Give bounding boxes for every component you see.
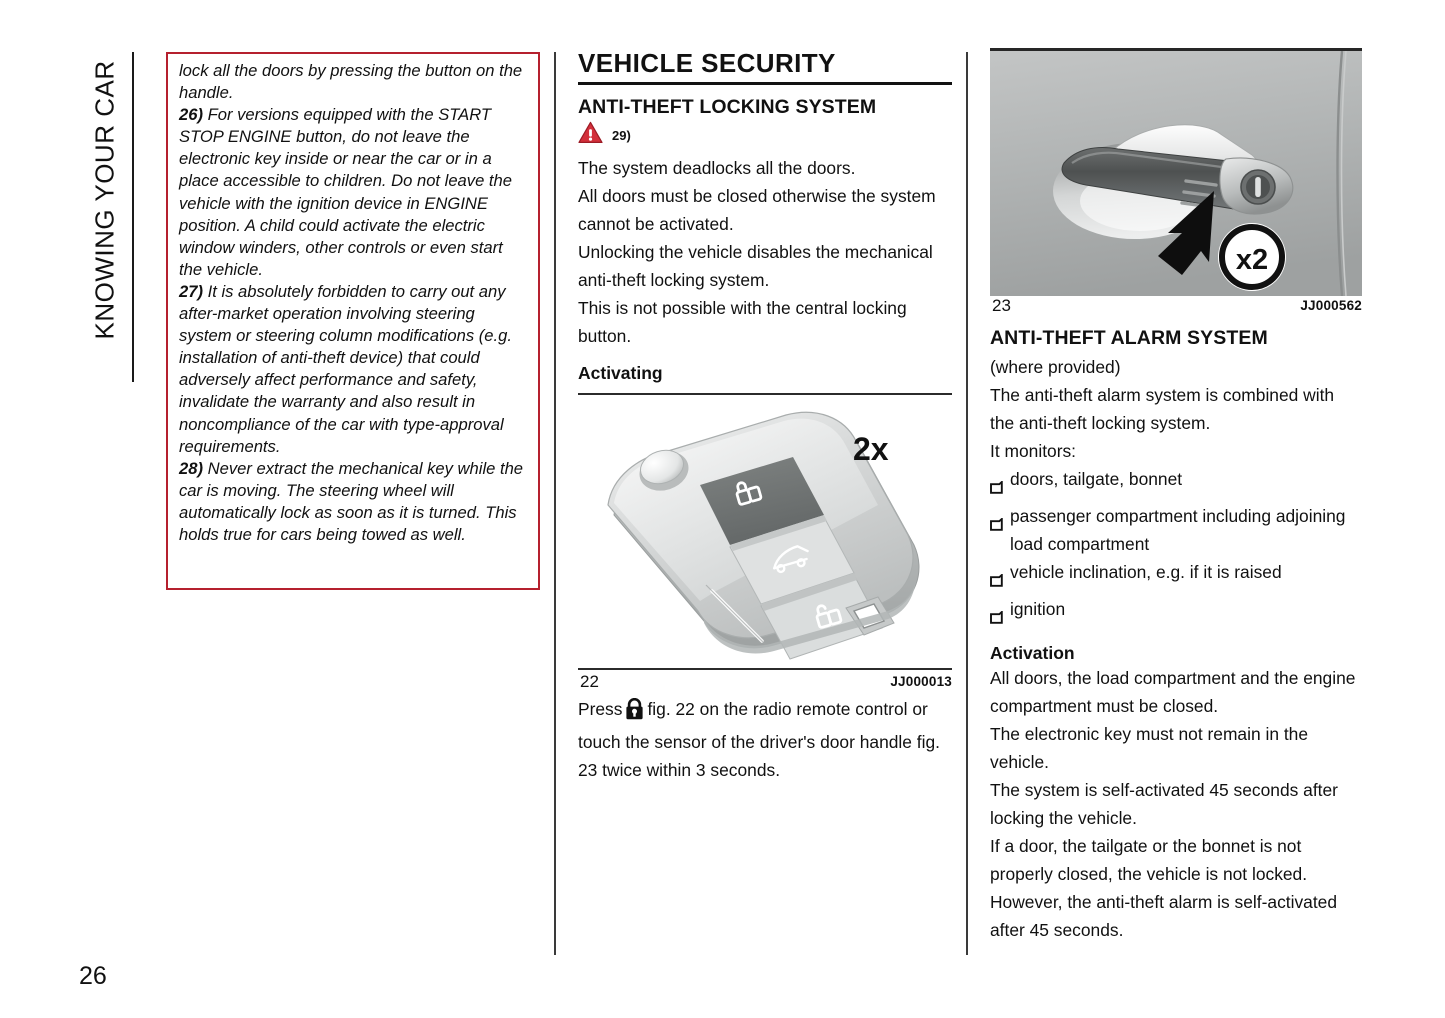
column-divider-left [554, 52, 556, 955]
figure-code: JJ000013 [890, 674, 952, 689]
figure-caption-23 [990, 296, 1362, 318]
monitored-items-list [990, 465, 1362, 632]
alarm-intro-1: It monitors: [990, 441, 1077, 461]
subsection-heading-activating: Activating [578, 363, 663, 383]
warning-reference-number: 29) [612, 127, 631, 143]
list-item-label: vehicle inclination, e.g. if it is raised [1010, 562, 1282, 582]
activation-paragraph-2: The system is self-activated 45 seconds after locking the vehicle. [990, 780, 1338, 828]
body-paragraph-1: All doors must be closed otherwise the system cannot be activated. [578, 186, 936, 234]
press-instruction-before: Press [578, 699, 623, 719]
warning-paragraph-3: 28) Never extract the mechanical key while the car is moving. The steering wheel will automatically lock as soon as it is turned. This holds true for cars being towed as well. [179, 458, 524, 544]
figure-key-fob [578, 393, 952, 694]
alarm-intro-0: The anti-theft alarm system is combined with the anti-theft locking system. [990, 385, 1335, 433]
warning-triangle-icon [578, 121, 603, 149]
list-item-label: ignition [1010, 599, 1066, 619]
figure-multiplier-label-2x: 2x [853, 431, 889, 467]
figure-caption-22 [578, 672, 952, 694]
figure-badge-x2 [1218, 223, 1286, 291]
body-paragraph-3: This is not possible with the central locking button. [578, 298, 907, 346]
warning-reference-line [578, 122, 952, 148]
figure-key-fob-image [578, 395, 952, 668]
right-column [990, 48, 1362, 944]
warning-marker-27: 27) [179, 281, 203, 301]
square-bullet-icon [990, 604, 1003, 632]
list-item [990, 558, 1362, 595]
figure-rule-bottom [578, 668, 952, 670]
column-divider-right [966, 52, 968, 955]
warning-marker-26: 26) [179, 105, 203, 125]
warning-paragraph-1: 26) For versions equipped with the START STOP ENGINE button, do not leave the electronic key inside or near the car or in a place accessible to children. Do not leave the vehicle with the ignition device in ENGINE position. A child could activate the electric window winders, other controls or even start the vehicle. [179, 105, 512, 279]
list-item-label: doors, tailgate, bonnet [1010, 469, 1183, 489]
padlock-icon [625, 698, 644, 728]
body-paragraph-0: The system deadlocks all the doors. [578, 158, 856, 178]
list-item [990, 465, 1362, 502]
press-instruction [578, 695, 952, 784]
square-bullet-icon [990, 511, 1003, 539]
list-item [990, 595, 1362, 632]
figure-door-handle-image [990, 48, 1362, 296]
section-heading-anti-theft-alarm: ANTI-THEFT ALARM SYSTEM [990, 327, 1268, 349]
figure-number: 22 [580, 672, 599, 691]
availability-note: (where provided) [990, 357, 1121, 377]
warning-box [166, 52, 540, 590]
activation-paragraph-3: If a door, the tailgate or the bonnet is not properly closed, the vehicle is not locked. However, the anti-theft alarm is self-activated after 45 seconds. [990, 836, 1337, 940]
list-item [990, 502, 1362, 558]
middle-column [578, 48, 952, 784]
activation-paragraph-0: All doors, the load compartment and the engine compartment must be closed. [990, 668, 1356, 716]
svg-text:x2: x2 [1235, 244, 1269, 276]
figure-code-23: JJ000562 [1300, 298, 1362, 313]
activation-paragraph-1: The electronic key must not remain in the vehicle. [990, 724, 1309, 772]
warning-paragraph-2: 27) It is absolutely forbidden to carry out any after-market operation involving steering system or steering column modifications (e.g. installation of anti-theft device) that could adversely affect performance and safety, invalidate the warranty and also result in noncompliance of the car with type-approval requirements. [179, 281, 512, 456]
square-bullet-icon [990, 567, 1003, 595]
press-instruction-after: fig. 22 on the radio remote control or touch the sensor of the driver's door handle fig. 23 twice within 3 seconds. [578, 699, 940, 780]
page-title-rule [578, 82, 952, 85]
page-number: 26 [79, 962, 107, 990]
figure-number-23: 23 [992, 296, 1011, 315]
square-bullet-icon [990, 474, 1003, 502]
list-item-label: passenger compartment including adjoining load compartment [1010, 506, 1346, 554]
warning-marker-28: 28) [179, 458, 203, 478]
warning-paragraph-0: lock all the doors by pressing the button on the handle. [179, 61, 523, 103]
body-paragraph-2: Unlocking the vehicle disables the mechanical anti-theft locking system. [578, 242, 933, 290]
subsection-heading-activation: Activation [990, 643, 1075, 663]
section-tab [78, 52, 134, 382]
section-heading-anti-theft-locking: ANTI-THEFT LOCKING SYSTEM [578, 96, 877, 118]
page-title: VEHICLE SECURITY [578, 48, 836, 78]
section-tab-label: KNOWING YOUR CAR [89, 60, 120, 340]
section-tab-rule [132, 52, 134, 382]
